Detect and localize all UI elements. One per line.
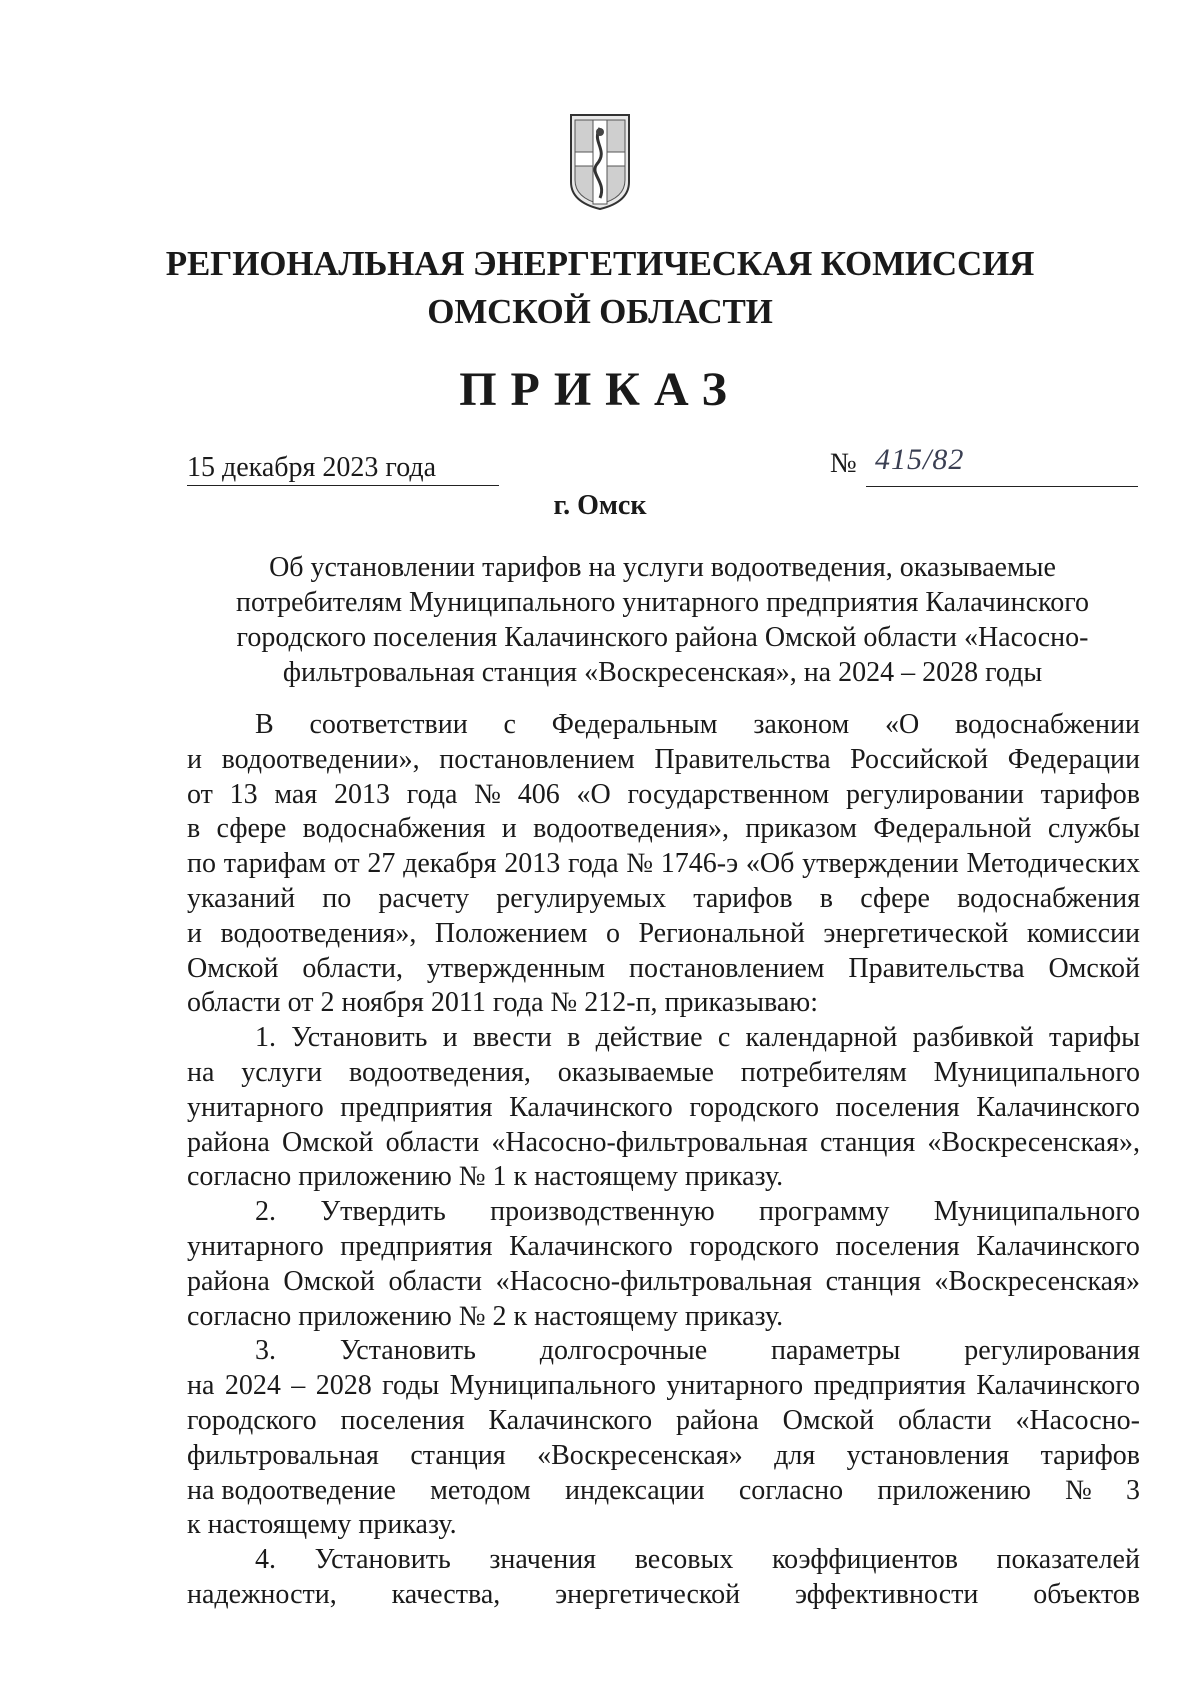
body-word: и [442,1022,458,1054]
body-word: района [187,1126,270,1158]
body-line [187,1230,1140,1265]
body-word: № [626,848,654,880]
document-number-handwritten: 415/82 [875,443,965,476]
body-line [187,1369,1140,1404]
body-word: указаний [187,882,296,914]
document-city: г. Омск [553,490,647,521]
body-word: станция [825,1265,921,1297]
body-word: поселения [340,1404,465,1436]
body-word: услуги [241,1056,323,1088]
body-word: Методических [966,848,1140,880]
body-word: «Об [745,848,795,880]
body-word: Калачинского [976,1370,1140,1402]
body-word: унитарного [666,1370,804,1402]
body-line [187,1404,1140,1439]
body-word: района [187,1265,270,1297]
body-word: «Воскресенская» [537,1439,743,1471]
body-line [187,1265,1140,1300]
body-line [187,847,1140,882]
body-word: на водоотведение [187,1474,396,1506]
body-word: Муниципального [449,1370,656,1402]
body-word: Калачинского [976,1091,1140,1123]
body-word: 27 [367,848,396,880]
body-word: потребителям [740,1056,907,1088]
body-word: коэффициентов [771,1544,958,1576]
body-word: Муниципального [933,1196,1140,1228]
subject-line: фильтровальная станция «Воскресенская», на 2024 – 2028 годы [282,657,1043,688]
coat-of-arms-icon [567,112,633,212]
body-word: 406 [517,778,560,810]
body-word: и [187,917,202,949]
body-word: сфере [860,882,930,914]
body-line [187,1056,1140,1091]
subject-line: городского поселения Калачинского района Омской области «Насосно- [236,622,1089,653]
body-line: согласно приложению № 1 к настоящему приказу. [187,1161,784,1193]
organization-name-line-1: РЕГИОНАЛЬНАЯ ЭНЕРГЕТИЧЕСКАЯ КОМИССИЯ [165,244,1035,283]
body-word: весовых [634,1544,734,1576]
body-word: – [291,1370,306,1402]
body-word: постановлением [439,743,635,775]
body-word: на [187,1370,215,1402]
body-word: водоотведения, [348,1056,531,1088]
body-line [187,1091,1140,1126]
body-word: комиссии [1026,917,1140,949]
body-word: унитарного [187,1230,324,1262]
body-line [187,1334,1140,1369]
body-word: регулирования [964,1335,1140,1367]
body-word: постановлением [629,952,825,984]
body-word: предприятия [340,1230,493,1262]
body-line: области от 2 ноября 2011 года № 212-п, приказываю: [187,987,818,1019]
body-word: регулировании [845,778,1024,810]
body-word: Омской [187,952,279,984]
body-word: календарной [745,1022,898,1054]
body-word: станция [410,1439,506,1471]
body-word: декабря [403,848,497,880]
body-word: 13 [229,778,258,810]
body-word: программу [759,1196,890,1228]
document-date: 15 декабря 2023 года [187,452,499,486]
body-word: «О [576,778,611,810]
body-word: значения [489,1544,597,1576]
body-word: «Воскресенская» [934,1265,1140,1297]
body-word: тарифов [693,882,793,914]
body-word: тарифов [1040,1439,1140,1471]
body-word: индексации [564,1474,705,1506]
body-word: Калачинского [509,1091,673,1123]
body-word: Региональной [638,917,805,949]
body-word: от [333,848,360,880]
document-type: ПРИКАЗ [459,363,741,416]
document-number-label: № [830,448,857,479]
body-word: водоснабжения [957,882,1140,914]
body-word: Установить [314,1544,451,1576]
body-word: для [774,1439,816,1471]
body-word: области, [302,952,404,984]
body-word: показателей [996,1544,1140,1576]
body-word: станция [819,1126,916,1158]
body-line [187,1126,1140,1161]
body-word: городского [689,1230,819,1262]
body-word: Омской [1048,952,1140,984]
body-line: к настоящему приказу. [187,1509,457,1541]
body-word: Калачинского [509,1230,673,1262]
body-word: службы [1047,813,1140,845]
body-line [187,812,1140,847]
body-word: действие [595,1022,703,1054]
body-word: поселения [835,1230,960,1262]
body-word: разбивкой [912,1022,1034,1054]
body-word: «Насосно- [1015,1404,1140,1436]
body-word: Калачинского [488,1404,653,1436]
body-word: года [567,848,619,880]
body-word: № [1065,1474,1092,1506]
body-word: В [255,709,274,740]
body-word: «Насосно-фильтровальная [495,1265,813,1297]
body-word: Омской [782,1404,875,1436]
body-word: государственном [627,778,830,810]
body-word: установления [846,1439,1010,1471]
body-word: и [501,813,517,845]
body-word: утвержденным [426,952,606,984]
body-word: Положением [434,917,588,949]
body-word: надежности, [187,1578,337,1610]
body-word: энергетической [555,1578,741,1610]
body-word: утверждении [802,848,959,880]
body-word: «О [884,709,920,740]
body-word: методом [430,1474,531,1506]
body-line [187,917,1140,952]
body-word: поселения [835,1091,960,1123]
body-word: Омской [281,1126,374,1158]
body-word: энергетической [823,917,1009,949]
body-word: приказом [745,813,858,845]
body-word: 2024 [224,1370,281,1402]
body-word: Российской [850,743,989,775]
body-word: 3 [1125,1474,1140,1506]
document-body [187,708,1140,1613]
body-word: Установить [339,1335,476,1367]
body-word: водоснабжения [302,813,486,845]
body-word: на [187,1056,215,1088]
body-word: и [187,743,202,775]
body-word: унитарного [187,1091,324,1123]
body-word: водоотведения», [220,917,417,949]
document-subject [220,550,1105,690]
body-line [187,952,1140,987]
subject-line: потребителям Муниципального унитарного предприятия Калачинского [235,587,1090,618]
body-word: законом [753,709,850,740]
body-word: Федеральным [551,709,718,740]
body-line [187,778,1140,813]
body-word: предприятия [813,1370,966,1402]
body-word: «Воскресенская», [927,1126,1140,1158]
body-word: в [819,882,834,914]
body-line [187,1474,1140,1509]
body-word: тарифам [223,848,326,880]
body-word: приложению [877,1474,1031,1506]
body-word: по [187,848,216,880]
body-word: эффективности [794,1578,979,1610]
body-word: Федерации [1007,743,1140,775]
body-word: 2013 [504,848,561,880]
body-word: Правительства [654,743,831,775]
body-word: мая [274,778,318,810]
body-line [187,1021,1140,1056]
body-word: 1. [255,1022,276,1054]
document-number-underline [866,486,1138,487]
body-word: в [567,1022,581,1054]
body-word: 2013 [334,778,391,810]
organization-name [0,240,1200,336]
body-word: годы [382,1370,440,1402]
body-line [187,1543,1140,1578]
body-word: городского [187,1404,317,1436]
body-word: 4. [255,1544,276,1576]
body-word: «Насосно-фильтровальная [491,1126,808,1158]
body-word: Калачинского [976,1230,1140,1262]
body-word: фильтровальная [187,1439,379,1471]
subject-line: Об установлении тарифов на услуги водоотведения, оказываемые [269,552,1056,583]
body-line [187,1195,1140,1230]
body-word: долгосрочные [539,1335,708,1367]
body-word: согласно [738,1474,844,1506]
body-word: регулируемых [496,882,667,914]
body-word: ввести [472,1022,552,1054]
body-word: о [605,917,620,949]
body-word: водоотведения», [533,813,730,845]
body-word: водоснабжении [955,709,1140,740]
body-word: области [385,1126,480,1158]
body-word: параметры [770,1335,901,1367]
body-word: 2. [255,1196,276,1228]
body-word: городского [689,1091,819,1123]
body-word: объектов [1033,1578,1140,1610]
body-word: водоотведении», [221,743,420,775]
body-word: Утвердить [320,1196,446,1228]
body-word: по [322,882,352,914]
body-line [187,1578,1140,1613]
body-word: района [675,1404,759,1436]
body-word: качества, [391,1578,501,1610]
body-line [187,1439,1140,1474]
body-word: Установить [291,1022,428,1054]
body-word: № [474,778,501,810]
body-word: 1746-э [660,848,739,880]
body-word: производственную [490,1196,715,1228]
body-word: от [187,778,213,810]
body-word: тарифы [1049,1022,1140,1054]
body-word: года [406,778,458,810]
body-word: расчету [378,882,470,914]
body-word: оказываемые [557,1056,714,1088]
body-word: с [717,1022,731,1054]
body-word: сфере [216,813,287,845]
body-word: в [187,813,201,845]
body-word: области [388,1265,483,1297]
body-word: соответствии [309,709,468,740]
body-word: Правительства [848,952,1025,984]
body-word: с [503,709,516,740]
body-word: тарифов [1040,778,1140,810]
body-word: Муниципального [933,1056,1140,1088]
body-word: Федеральной [873,813,1032,845]
body-line [187,743,1140,778]
body-line [187,882,1140,917]
body-word: 3. [255,1335,276,1367]
body-line [187,708,1140,743]
body-word: Омской [283,1265,375,1297]
organization-name-line-2: ОМСКОЙ ОБЛАСТИ [427,292,773,331]
body-line: согласно приложению № 2 к настоящему приказу. [187,1300,784,1332]
body-word: 2028 [315,1370,372,1402]
body-word: предприятия [340,1091,493,1123]
body-word: области [898,1404,992,1436]
